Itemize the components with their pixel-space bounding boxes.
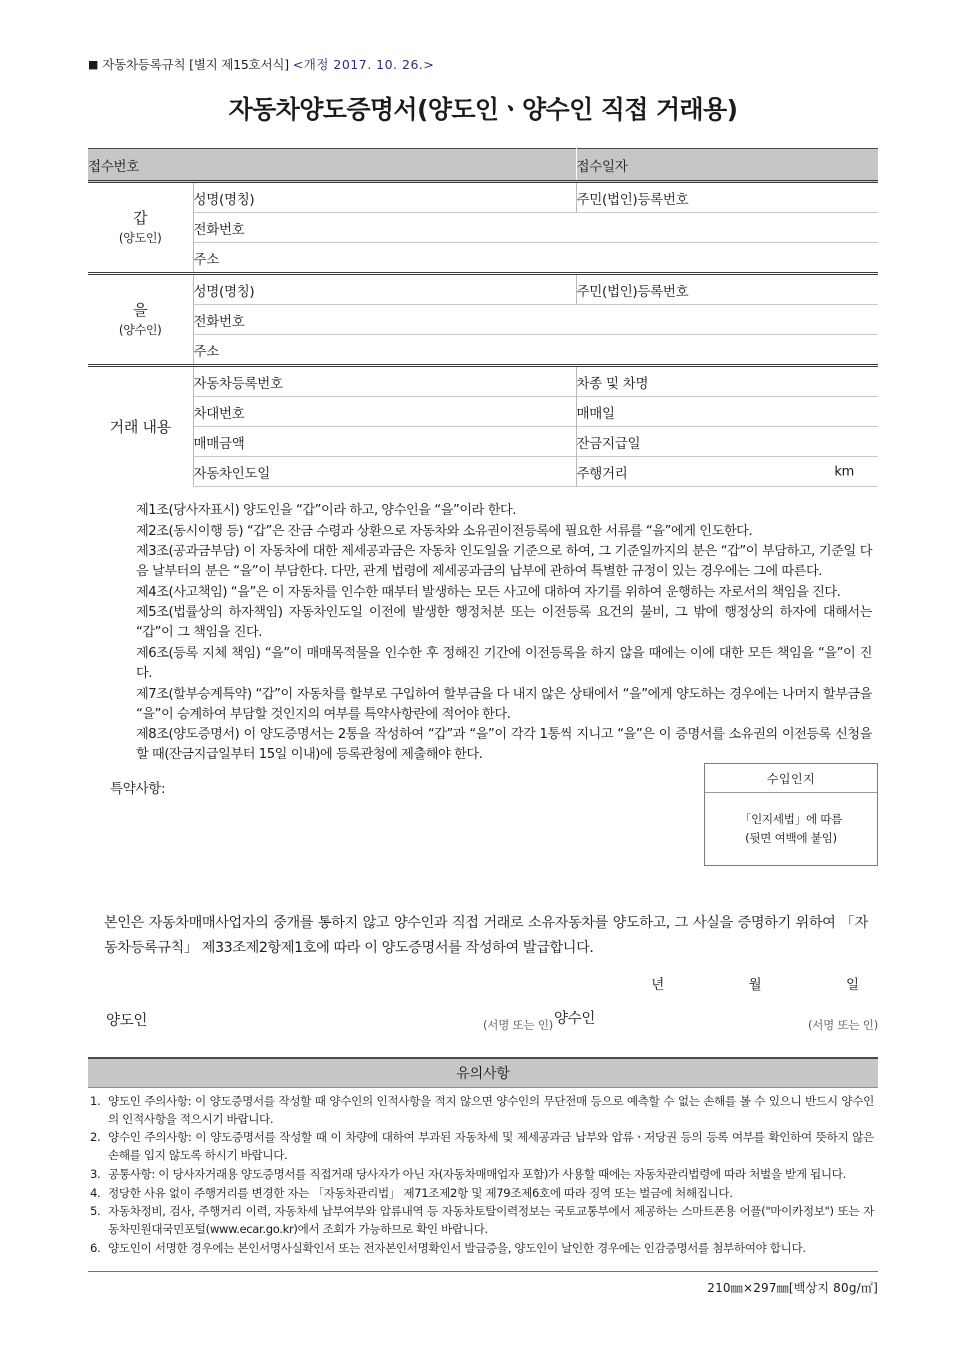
notice-item-number: 4. <box>90 1185 101 1200</box>
notice-item-text: 정당한 사유 없이 주행거리를 변경한 자는 「자동차관리법」 제71조제2항 및 제79조제6호에 따라 징역 또는 벌금에 처해집니다. <box>108 1185 733 1200</box>
notice-item-number: 3. <box>90 1166 101 1181</box>
transaction-price-row <box>88 427 878 457</box>
party-b-phone-label: 전화번호 <box>193 305 878 335</box>
revenue-stamp-line1: 「인지세법」에 따름 <box>739 812 843 827</box>
party-a-name-row <box>88 182 878 213</box>
bullet-square-icon: ■ <box>88 58 99 71</box>
transaction-section-label: 거래 내용 <box>88 366 193 487</box>
notice-item-text: 양도인 주의사항: 이 양도증명서를 작성할 때 양수인의 인적사항을 적지 않으면 양수인의 무단전매 등으로 예측할 수 없는 손해를 볼 수 있으니 반드시 양수인의 인적사항을 적으시기 바랍니다. <box>108 1094 874 1126</box>
special-terms-label: 특약사항: <box>110 781 166 798</box>
notice-heading: 유의사항 <box>88 1057 878 1087</box>
notice-section <box>88 1057 878 1296</box>
date-line <box>88 973 878 993</box>
party-a-phone-label: 전화번호 <box>193 213 878 243</box>
party-a-address-label: 주소 <box>193 243 878 274</box>
paper-spec: 210㎜×297㎜[백상지 80g/㎡] <box>707 1280 878 1295</box>
special-terms-section <box>88 772 878 877</box>
party-b-address-label: 주소 <box>193 335 878 366</box>
signature-row <box>88 1007 878 1041</box>
party-a-phone-row <box>88 213 878 243</box>
notice-item <box>90 1185 874 1203</box>
grantee-signature-label: 양수인 <box>554 1011 596 1027</box>
transaction-reg-row <box>88 366 878 397</box>
notice-list <box>88 1087 878 1265</box>
receipt-number-label: 접수번호 <box>88 149 576 182</box>
notice-item-text: 양수인 주의사항: 이 양도증명서를 작성할 때 이 차량에 대하여 부과된 자동차세 및 제세공과금 납부와 압류ㆍ저당권 등의 등록 여부를 확인하여 뜻하지 않은 손해를 입지 않도록 하시기 바랍니다. <box>108 1130 874 1163</box>
balance-date-label: 잔금지급일 <box>576 427 878 457</box>
form-meta-line <box>88 0 878 73</box>
party-b-role <box>88 274 193 366</box>
date-day-label: 일 <box>845 977 860 993</box>
clause-item: 제8조(양도증명서) 이 양도증명서는 2통을 작성하여 “갑”과 “을”이 각각 1통씩 지니고 “을”은 이 증명서를 소유권의 이전등록 신청을 할 때(잔금지급일부터 15일 이내)에 등록관청에 제출해야 한다. <box>136 727 872 763</box>
party-a-address-row <box>88 243 878 274</box>
party-b-role-sub: (양수인) <box>118 322 162 337</box>
clause-item: 제4조(사고책임) “을”은 이 자동차를 인수한 때부터 발생하는 모든 사고에 대하여 자기를 위하여 운행하는 자로서의 책임을 진다. <box>136 584 841 600</box>
date-month-label: 월 <box>748 977 763 993</box>
clause-item: 제6조(등록 지체 책임) “을”이 매매목적물을 인수한 후 정해진 기간에 이전등록을 하지 않을 때에는 이에 대한 모든 책임을 “을”이 진다. <box>136 645 872 681</box>
grantor-signature-note: (서명 또는 인) <box>483 1018 554 1032</box>
party-b-role-main: 을 <box>133 300 148 319</box>
notice-item-number: 1. <box>90 1094 101 1108</box>
notice-item-text: 자동차정비, 검사, 주행거리 이력, 자동차세 납부여부와 압류내역 등 자동차토탈이력정보는 국토교통부에서 제공하는 스마트폰용 어플("마이카정보") 또는 자동차민원대국민포털(www.ecar.go.kr)에서 조회가 가능하므로 확인 바랍니다. <box>108 1204 874 1237</box>
form-revision-date: <개정 2017. 10. 26.> <box>292 57 435 72</box>
clause-item: 제7조(할부승계특약) “갑”이 자동차를 할부로 구입하여 할부금을 다 내지 않은 상태에서 “을”에게 양도하는 경우에는 나머지 할부금을 “을”이 승계하여 부담할 것인지의 여부를 특약사항란에 적어야 한다. <box>136 686 872 722</box>
vin-label: 차대번호 <box>193 397 576 427</box>
sale-price-label: 매매금액 <box>193 427 576 457</box>
grantor-signature-label: 양도인 <box>106 1013 148 1029</box>
notice-item-text: 공통사항: 이 당사자거래용 양도증명서를 직접거래 당사자가 아닌 자(자동차매매업자 포함)가 사용할 때에는 자동차관리법령에 따라 처벌을 받게 됩니다. <box>108 1166 846 1181</box>
notice-item-number: 6. <box>90 1240 101 1255</box>
mileage-cell <box>576 457 878 487</box>
party-a-role-main: 갑 <box>133 208 148 227</box>
clause-item: 제5조(법률상의 하자책임) 자동차인도일 이전에 발생한 행정처분 또는 이전등록 요건의 불비, 그 밖에 행정상의 하자에 대해서는 “갑”이 그 책임을 진다. <box>136 605 872 641</box>
party-b-name-label: 성명(명칭) <box>193 274 576 305</box>
clause-item: 제2조(동시이행 등) “갑”은 잔금 수령과 상환으로 자동차와 소유권이전등록에 필요한 서류를 “을”에게 인도한다. <box>136 523 753 539</box>
party-a-role-sub: (양도인) <box>118 230 162 245</box>
party-b-phone-row <box>88 305 878 335</box>
clause-list <box>88 501 878 765</box>
notice-item <box>90 1166 874 1184</box>
revenue-stamp-body <box>705 793 877 865</box>
clause-item: 제1조(당사자표시) 양도인을 “갑”이라 하고, 양수인을 “을”이라 한다. <box>136 503 517 518</box>
notice-item-number: 2. <box>90 1130 101 1145</box>
grantee-signature-note: (서명 또는 인) <box>807 1018 878 1032</box>
notice-item <box>90 1240 874 1258</box>
receipt-header-row <box>88 149 878 182</box>
notice-item-text: 양도인이 서명한 경우에는 본인서명사실확인서 또는 전자본인서명확인서 발급증을, 양도인이 날인한 경우에는 인감증명서를 첨부하여야 합니다. <box>108 1240 806 1255</box>
mileage-unit: km <box>834 464 854 479</box>
notice-item <box>90 1093 874 1128</box>
clause-item: 제3조(공과금부담) 이 자동차에 대한 제세공과금은 자동차 인도일을 기준으로 하여, 그 기준일까지의 분은 “갑”이 부담하고, 기준일 다음 날부터의 분은 “을”이 부담한다. 다만, 관계 법령에 제세공과금의 납부에 관하여 특별한 규정이 있는 경우에는 그에 따른다. <box>136 544 872 580</box>
sale-date-label: 매매일 <box>576 397 878 427</box>
party-b-name-row <box>88 274 878 305</box>
page-title: 자동차양도증명서(양도인ㆍ양수인 직접 거래용) <box>228 95 738 124</box>
notice-item <box>90 1129 874 1164</box>
party-a-role <box>88 182 193 274</box>
delivery-date-label: 자동차인도일 <box>193 457 576 487</box>
revenue-stamp-title: 수입인지 <box>705 764 877 793</box>
vehicle-type-label: 차종 및 차명 <box>576 366 878 397</box>
transaction-delivery-row <box>88 457 878 487</box>
form-rule-name: 자동차등록규칙 [별지 제15호서식] <box>102 57 289 72</box>
revenue-stamp-line2: (뒷면 여백에 붙임) <box>745 830 837 845</box>
notice-item <box>90 1203 874 1238</box>
date-year-label: 년 <box>651 977 666 993</box>
receipt-date-label: 접수일자 <box>576 149 878 182</box>
party-a-id-label: 주민(법인)등록번호 <box>576 182 878 213</box>
main-form-table <box>88 148 878 487</box>
vehicle-reg-number-label: 자동차등록번호 <box>193 366 576 397</box>
notice-item-number: 5. <box>90 1204 101 1219</box>
declaration-paragraph: 본인은 자동차매매사업자의 중개를 통하지 않고 양수인과 직접 거래로 소유자동차를 양도하고, 그 사실을 증명하기 위하여 「자동차등록규칙」 제33조제2항제1호에 따라 이 양도증명서를 작성하여 발급합니다. <box>104 915 868 957</box>
mileage-label: 주행거리 <box>576 465 628 482</box>
transaction-vin-row <box>88 397 878 427</box>
party-b-id-label: 주민(법인)등록번호 <box>576 274 878 305</box>
party-b-address-row <box>88 335 878 366</box>
party-a-name-label: 성명(명칭) <box>193 182 576 213</box>
revenue-stamp-box <box>704 763 878 866</box>
